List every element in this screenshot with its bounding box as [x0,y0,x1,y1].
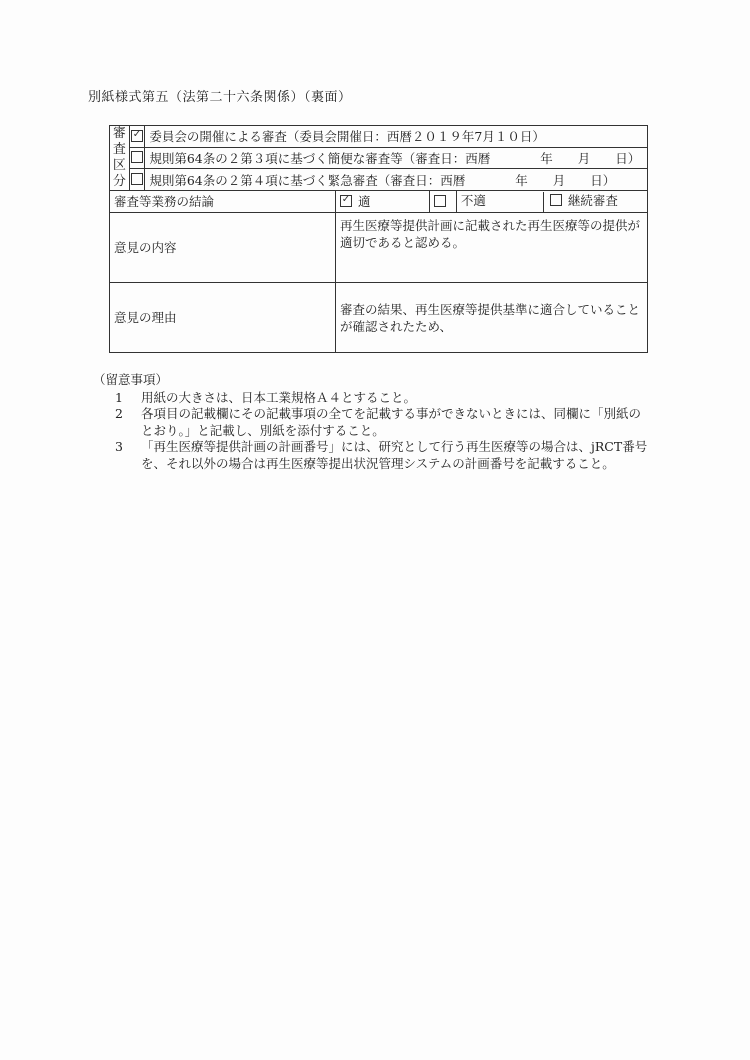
review-category-char-3: 区 [112,158,126,173]
form-title: 別紙様式第五（法第二十六条関係）（裏面） [88,90,352,105]
review-category-row-2 [110,147,648,169]
opinion-content-row [110,212,648,282]
note-number-3: 3 [115,439,123,454]
urgent-review-text: 規則第64条の２第４項に基づく緊急審査（審査日：西暦 年 月 日） [145,169,648,191]
conclusion-row [110,191,648,213]
option-divider [543,192,544,212]
note-text-1: 用紙の大きさは、日本工業規格Ａ４とすること。 [141,389,417,405]
simple-review-checkbox[interactable] [131,151,143,163]
review-form-table [109,125,648,353]
notes-title: （留意事項） [93,372,169,387]
note-item-2 [93,406,653,439]
opinion-reason-row [110,282,648,352]
review-category-row-1 [110,126,648,148]
review-category-char-4: 分 [112,174,126,189]
committee-review-checkbox-cell [129,126,145,148]
simple-review-text: 規則第64条の２第３項に基づく簡便な審査等（審査日：西暦 年 月 日） [145,147,648,169]
committee-review-checkbox[interactable] [131,130,143,142]
continue-review-checkbox[interactable] [550,194,562,206]
simple-review-checkbox-cell [129,147,145,169]
review-category-row-3 [110,169,648,191]
note-item-3 [93,439,653,472]
note-number-1: 1 [115,389,123,405]
urgent-review-checkbox-cell [129,169,145,191]
review-category-char-1: 審 [112,126,126,141]
urgent-review-checkbox[interactable] [131,173,143,185]
opinion-reason-text[interactable]: 審査の結果、再生医療等提供基準に適合していることが確認されたため、 [335,282,647,352]
notes-section [93,372,653,472]
note-number-2: 2 [115,406,123,421]
opinion-content-text[interactable]: 再生医療等提供計画に記載された再生医療等の提供が適切であると認める。 [335,212,647,282]
opinion-content-label: 意見の内容 [110,212,336,282]
inappropriate-label: 不適 [460,193,486,208]
inappropriate-checkbox[interactable] [434,195,446,207]
note-text-3: 「再生医療等提供計画の計画番号」には、研究として行う再生医療等の場合は、jRCT番号を、それ以外の場合は再生医療等提出状況管理システムの計画番号を記載すること。 [141,439,648,471]
conclusion-option-inappropriate[interactable] [429,191,456,213]
appropriate-checkbox[interactable] [340,195,352,207]
committee-review-text: 委員会の開催による審査（委員会開催日：西暦２０１９年7月１０日） [145,126,648,148]
conclusion-option-cell-right [456,191,647,213]
appropriate-label: 適 [357,194,371,210]
opinion-reason-label: 意見の理由 [110,282,336,352]
conclusion-option-appropriate[interactable] [335,191,429,213]
review-category-char-2: 査 [112,142,126,157]
continue-review-label: 継続審査 [567,193,618,208]
note-text-2: 各項目の記載欄にその記載事項の全てを記載する事ができないときには、同欄に「別紙のとおり。」と記載し、別紙を添付すること。 [141,406,642,438]
review-category-label [110,126,130,191]
conclusion-label: 審査等業務の結論 [110,191,336,213]
note-item-1 [93,390,653,407]
